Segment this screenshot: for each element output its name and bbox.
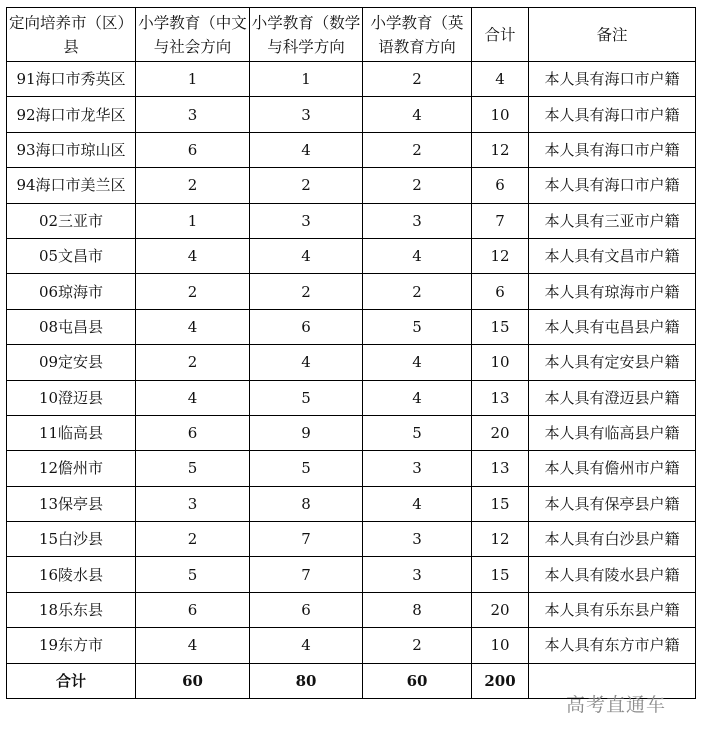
cell-chinese-social: 3 xyxy=(136,486,250,521)
cell-math-science: 3 xyxy=(250,203,363,238)
cell-math-science: 3 xyxy=(250,97,363,132)
cell-remark: 本人具有海口市户籍 xyxy=(529,62,696,97)
quota-table xyxy=(6,7,696,699)
cell-subtotal: 12 xyxy=(472,132,529,167)
cell-math-science: 2 xyxy=(250,274,363,309)
cell-remark: 本人具有三亚市户籍 xyxy=(529,203,696,238)
cell-region: 93海口市琼山区 xyxy=(7,132,136,167)
cell-english: 5 xyxy=(363,309,472,344)
cell-math-science: 2 xyxy=(250,168,363,203)
cell-region: 19东方市 xyxy=(7,628,136,663)
table-row xyxy=(7,97,696,132)
cell-chinese-social: 3 xyxy=(136,97,250,132)
table-row xyxy=(7,628,696,663)
header-remark: 备注 xyxy=(529,8,696,62)
cell-math-science: 9 xyxy=(250,415,363,450)
cell-math-science: 7 xyxy=(250,522,363,557)
cell-chinese-social: 2 xyxy=(136,168,250,203)
cell-chinese-social: 2 xyxy=(136,274,250,309)
cell-english: 4 xyxy=(363,380,472,415)
table-row xyxy=(7,274,696,309)
cell-chinese-social: 4 xyxy=(136,238,250,273)
cell-remark: 本人具有琼海市户籍 xyxy=(529,274,696,309)
cell-math-science: 6 xyxy=(250,309,363,344)
cell-english: 2 xyxy=(363,274,472,309)
cell-chinese-social: 6 xyxy=(136,592,250,627)
table-row xyxy=(7,592,696,627)
cell-region: 11临高县 xyxy=(7,415,136,450)
table-row xyxy=(7,486,696,521)
cell-subtotal: 10 xyxy=(472,345,529,380)
header-subtotal: 合计 xyxy=(472,8,529,62)
cell-subtotal: 15 xyxy=(472,309,529,344)
cell-math-science: 1 xyxy=(250,62,363,97)
table-row xyxy=(7,309,696,344)
cell-subtotal: 7 xyxy=(472,203,529,238)
cell-math-science: 5 xyxy=(250,451,363,486)
cell-region: 06琼海市 xyxy=(7,274,136,309)
cell-region: 94海口市美兰区 xyxy=(7,168,136,203)
cell-math-science: 4 xyxy=(250,345,363,380)
total-math-science: 80 xyxy=(250,663,363,698)
cell-english: 2 xyxy=(363,132,472,167)
cell-region: 08屯昌县 xyxy=(7,309,136,344)
cell-region: 16陵水县 xyxy=(7,557,136,592)
cell-english: 2 xyxy=(363,168,472,203)
cell-subtotal: 13 xyxy=(472,451,529,486)
cell-chinese-social: 5 xyxy=(136,451,250,486)
cell-subtotal: 6 xyxy=(472,168,529,203)
cell-remark: 本人具有临高县户籍 xyxy=(529,415,696,450)
cell-remark: 本人具有陵水县户籍 xyxy=(529,557,696,592)
table-row xyxy=(7,451,696,486)
cell-math-science: 4 xyxy=(250,132,363,167)
cell-chinese-social: 5 xyxy=(136,557,250,592)
cell-math-science: 5 xyxy=(250,380,363,415)
cell-subtotal: 20 xyxy=(472,415,529,450)
cell-english: 4 xyxy=(363,345,472,380)
cell-chinese-social: 4 xyxy=(136,309,250,344)
table-row xyxy=(7,203,696,238)
cell-subtotal: 20 xyxy=(472,592,529,627)
cell-chinese-social: 2 xyxy=(136,522,250,557)
cell-region: 05文昌市 xyxy=(7,238,136,273)
cell-math-science: 7 xyxy=(250,557,363,592)
cell-remark: 本人具有屯昌县户籍 xyxy=(529,309,696,344)
cell-chinese-social: 4 xyxy=(136,380,250,415)
watermark: 高考直通车 xyxy=(566,694,667,716)
cell-region: 09定安县 xyxy=(7,345,136,380)
table-row xyxy=(7,522,696,557)
cell-english: 2 xyxy=(363,62,472,97)
header-math-science: 小学教育（数学与科学方向 xyxy=(250,8,363,62)
table-row xyxy=(7,238,696,273)
cell-english: 3 xyxy=(363,557,472,592)
cell-subtotal: 15 xyxy=(472,486,529,521)
cell-math-science: 4 xyxy=(250,628,363,663)
cell-english: 8 xyxy=(363,592,472,627)
header-row xyxy=(7,8,696,62)
cell-remark: 本人具有海口市户籍 xyxy=(529,97,696,132)
cell-math-science: 8 xyxy=(250,486,363,521)
table-row xyxy=(7,345,696,380)
header-english: 小学教育（英语教育方向 xyxy=(363,8,472,62)
cell-chinese-social: 2 xyxy=(136,345,250,380)
table-row xyxy=(7,132,696,167)
table-row xyxy=(7,415,696,450)
cell-math-science: 4 xyxy=(250,238,363,273)
cell-chinese-social: 1 xyxy=(136,62,250,97)
cell-remark: 本人具有乐东县户籍 xyxy=(529,592,696,627)
cell-subtotal: 10 xyxy=(472,97,529,132)
cell-remark: 本人具有白沙县户籍 xyxy=(529,522,696,557)
cell-subtotal: 13 xyxy=(472,380,529,415)
table-row xyxy=(7,380,696,415)
header-region: 定向培养市（区）县 xyxy=(7,8,136,62)
cell-english: 3 xyxy=(363,451,472,486)
cell-remark: 本人具有东方市户籍 xyxy=(529,628,696,663)
cell-remark: 本人具有澄迈县户籍 xyxy=(529,380,696,415)
cell-english: 2 xyxy=(363,628,472,663)
cell-remark: 本人具有海口市户籍 xyxy=(529,168,696,203)
cell-chinese-social: 6 xyxy=(136,132,250,167)
cell-english: 3 xyxy=(363,203,472,238)
cell-remark: 本人具有保亭县户籍 xyxy=(529,486,696,521)
cell-subtotal: 6 xyxy=(472,274,529,309)
table-row xyxy=(7,62,696,97)
header-chinese-social: 小学教育（中文与社会方向 xyxy=(136,8,250,62)
cell-remark: 本人具有文昌市户籍 xyxy=(529,238,696,273)
cell-remark: 本人具有儋州市户籍 xyxy=(529,451,696,486)
cell-subtotal: 15 xyxy=(472,557,529,592)
cell-region: 18乐东县 xyxy=(7,592,136,627)
cell-subtotal: 10 xyxy=(472,628,529,663)
cell-english: 4 xyxy=(363,486,472,521)
cell-subtotal: 12 xyxy=(472,522,529,557)
cell-region: 13保亭县 xyxy=(7,486,136,521)
cell-english: 3 xyxy=(363,522,472,557)
cell-chinese-social: 1 xyxy=(136,203,250,238)
cell-english: 4 xyxy=(363,97,472,132)
cell-chinese-social: 6 xyxy=(136,415,250,450)
cell-math-science: 6 xyxy=(250,592,363,627)
cell-region: 10澄迈县 xyxy=(7,380,136,415)
table-row xyxy=(7,557,696,592)
cell-subtotal: 12 xyxy=(472,238,529,273)
cell-region: 15白沙县 xyxy=(7,522,136,557)
cell-remark: 本人具有海口市户籍 xyxy=(529,132,696,167)
cell-region: 92海口市龙华区 xyxy=(7,97,136,132)
cell-chinese-social: 4 xyxy=(136,628,250,663)
table-row xyxy=(7,168,696,203)
cell-subtotal: 4 xyxy=(472,62,529,97)
cell-region: 12儋州市 xyxy=(7,451,136,486)
total-english: 60 xyxy=(363,663,472,698)
cell-region: 91海口市秀英区 xyxy=(7,62,136,97)
total-subtotal: 200 xyxy=(472,663,529,698)
total-chinese-social: 60 xyxy=(136,663,250,698)
cell-region: 02三亚市 xyxy=(7,203,136,238)
cell-english: 5 xyxy=(363,415,472,450)
total-region: 合计 xyxy=(7,663,136,698)
cell-remark: 本人具有定安县户籍 xyxy=(529,345,696,380)
cell-english: 4 xyxy=(363,238,472,273)
